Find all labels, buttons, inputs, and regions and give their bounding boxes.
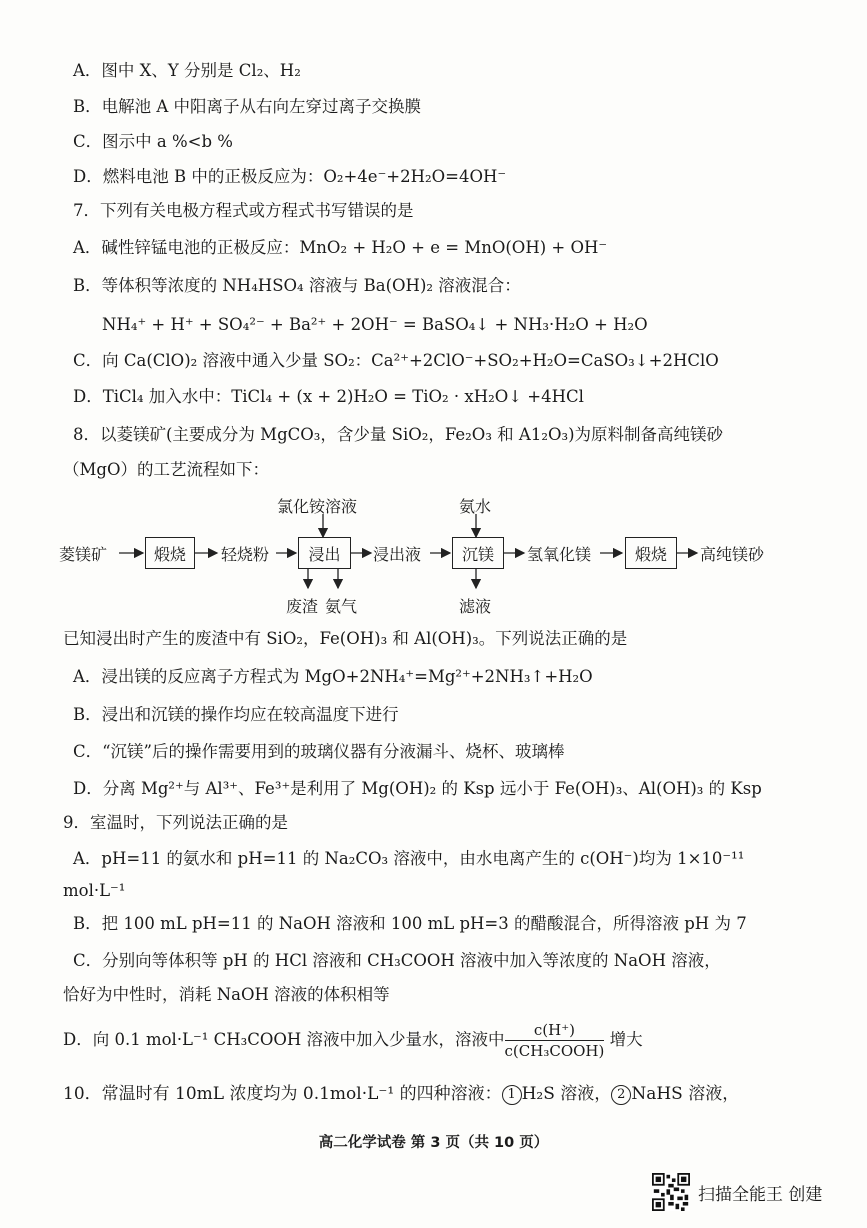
q7-option-a: A．碱性锌锰电池的正极反应：MnO₂ + H₂O + e = MnO(OH) + OH⁻ — [73, 238, 608, 257]
process-flow-diagram — [55, 492, 815, 627]
flow-box-precipitate-mg: 沉镁 — [452, 537, 504, 569]
q9-option-d-fraction — [505, 1020, 605, 1061]
q9-option-d-text: D．向 0.1 mol·L⁻¹ CH₃COOH 溶液中加入少量水，溶液中 — [63, 1030, 505, 1049]
flow-ammonium-chloride-input: 氯化铵溶液 — [277, 497, 358, 516]
q9-option-d-suffix: 增大 — [604, 1030, 643, 1049]
flow-box-calcine-1: 煅烧 — [145, 537, 195, 569]
q9-option-c-cont: 恰好为中性时，消耗 NaOH 溶液的体积相等 — [63, 985, 390, 1004]
q10-solution-1: H₂S 溶液， — [521, 1084, 612, 1104]
flow-end-label: 高纯镁砂 — [700, 545, 765, 564]
flow-box-calcine-2: 煅烧 — [625, 537, 677, 569]
q7-option-b: B．等体积等浓度的 NH₄HSO₄ 溶液与 Ba(OH)₂ 溶液混合： — [73, 276, 521, 295]
flow-ammonia-gas: 氨气 — [325, 597, 358, 616]
q9-option-a-unit: mol·L⁻¹ — [63, 881, 126, 900]
q9-option-a: A．pH=11 的氨水和 pH=11 的 Na₂CO₃ 溶液中，由水电离产生的 c(OH⁻)均为 1×10⁻¹¹ — [73, 849, 745, 868]
q8-stem-line2: （MgO）的工艺流程如下： — [63, 460, 269, 479]
q7-option-c: C．向 Ca(ClO)₂ 溶液中通入少量 SO₂：Ca²⁺+2ClO⁻+SO₂+H₂O=CaSO₃↓+2HClO — [73, 351, 719, 370]
flow-ammonia-water-input: 氨水 — [459, 497, 492, 516]
q10-solution-2: NaHS 溶液， — [631, 1084, 740, 1104]
flow-start-label: 菱镁矿 — [59, 545, 108, 564]
flow-box-leach: 浸出 — [298, 537, 351, 569]
qr-code-icon — [652, 1173, 690, 1211]
q7-option-d: D．TiCl₄ 加入水中：TiCl₄ + (x + 2)H₂O = TiO₂ · xH₂O↓ +4HCl — [73, 387, 584, 406]
q9-option-c: C．分别向等体积等 pH 的 HCl 溶液和 CH₃COOH 溶液中加入等浓度的 NaOH 溶液， — [73, 951, 721, 970]
flow-leachate: 浸出液 — [373, 545, 422, 564]
fraction-numerator: c(H⁺) — [505, 1020, 605, 1041]
q6-option-b: B．电解池 A 中阳离子从右向左穿过离子交换膜 — [73, 97, 422, 116]
q7-option-b-equation: NH₄⁺ + H⁺ + SO₄²⁻ + Ba²⁺ + 2OH⁻ = BaSO₄↓ + NH₃·H₂O + H₂O — [102, 315, 648, 334]
flow-waste-residue: 废渣 — [286, 597, 319, 616]
q9-stem: 9．室温时，下列说法正确的是 — [63, 813, 288, 832]
flow-light-burned-powder: 轻烧粉 — [221, 545, 270, 564]
q10-stem — [0, 1083, 867, 1105]
scanner-watermark-text: 扫描全能王 创建 — [698, 1184, 823, 1205]
fraction-denominator: c(CH₃COOH) — [504, 1042, 605, 1060]
scanner-watermark — [652, 1172, 852, 1212]
circled-number-2: 2 — [611, 1085, 631, 1105]
q10-stem-text: 10．常温时有 10mL 浓度均为 0.1mol·L⁻¹ 的四种溶液： — [63, 1084, 502, 1104]
flow-filtrate: 滤液 — [459, 597, 492, 616]
q8-known-condition: 已知浸出时产生的废渣中有 SiO₂，Fe(OH)₃ 和 Al(OH)₃。下列说法正确的是 — [63, 629, 628, 648]
q6-option-c: C．图示中 a %<b % — [73, 132, 233, 151]
q8-option-b: B．浸出和沉镁的操作均应在较高温度下进行 — [73, 705, 399, 724]
q7-stem: 7．下列有关电极方程式或方程式书写错误的是 — [73, 201, 414, 220]
q6-option-a: A．图中 X、Y 分别是 Cl₂、H₂ — [73, 61, 301, 80]
q8-option-c: C．“沉镁”后的操作需要用到的玻璃仪器有分液漏斗、烧杯、玻璃棒 — [73, 742, 565, 761]
circled-number-1: 1 — [502, 1085, 522, 1105]
q8-option-a: A．浸出镁的反应离子方程式为 MgO+2NH₄⁺=Mg²⁺+2NH₃↑+H₂O — [73, 667, 593, 686]
q6-option-d: D．燃料电池 B 中的正极反应为：O₂+4e⁻+2H₂O=4OH⁻ — [73, 167, 507, 186]
page-footer: 高二化学试卷 第 3 页（共 10 页） — [318, 1135, 549, 1151]
q9-option-b: B．把 100 mL pH=11 的 NaOH 溶液和 100 mL pH=3 的醋酸混合，所得溶液 pH 为 7 — [73, 914, 747, 933]
q8-stem-line1: 8．以菱镁矿(主要成分为 MgCO₃，含少量 SiO₂，Fe₂O₃ 和 A1₂O₃)为原料制备高纯镁砂 — [73, 425, 724, 444]
flow-magnesium-hydroxide: 氢氧化镁 — [527, 545, 592, 564]
q9-option-d — [0, 1018, 867, 1062]
q8-option-d: D．分离 Mg²⁺与 Al³⁺、Fe³⁺是利用了 Mg(OH)₂ 的 Ksp 远小于 Fe(OH)₃、Al(OH)₃ 的 Ksp — [73, 779, 762, 798]
